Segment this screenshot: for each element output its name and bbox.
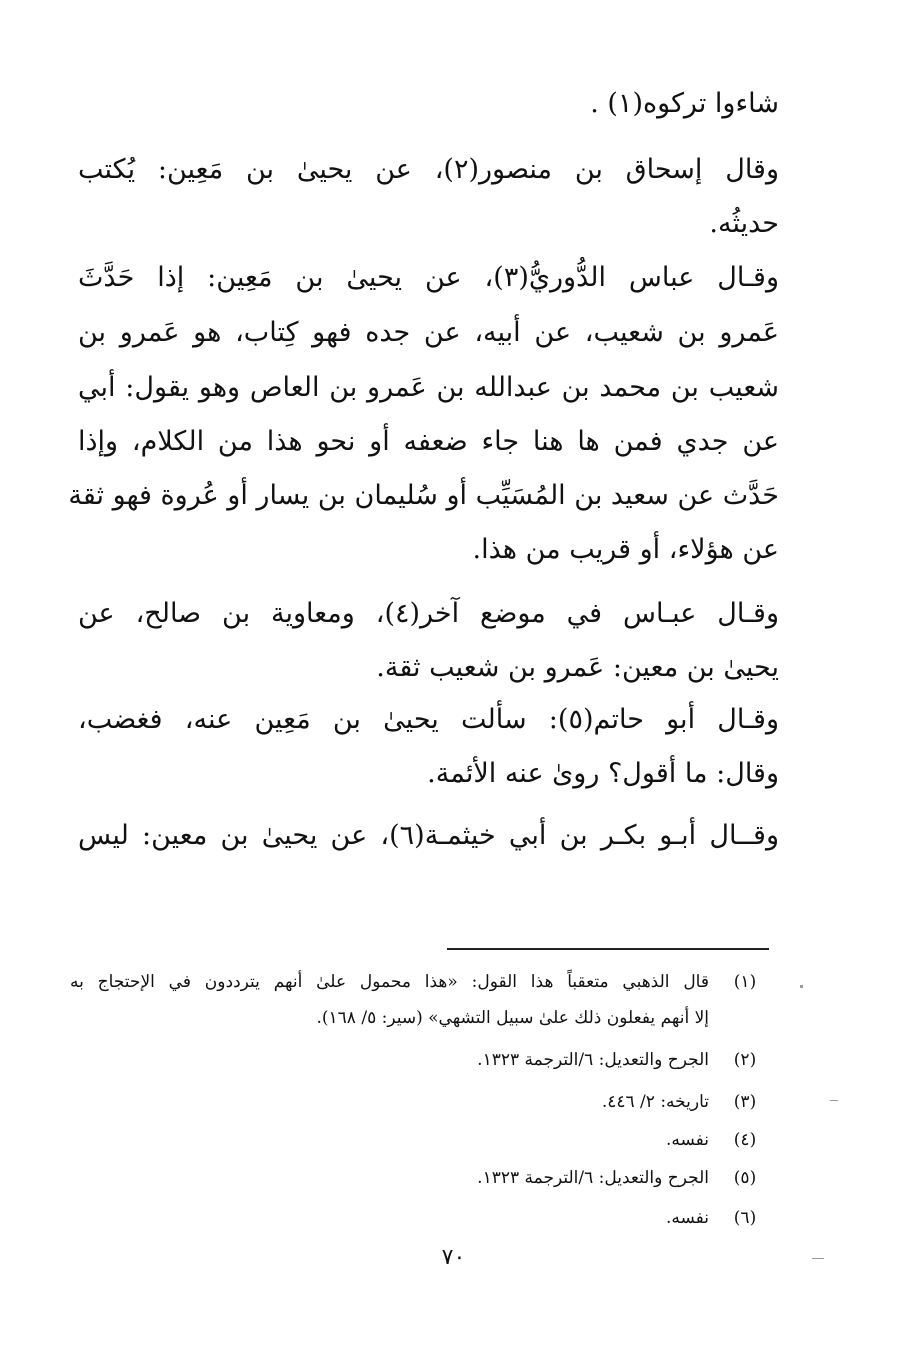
footnote-text: نفسه. bbox=[665, 1130, 709, 1150]
footnote-separator bbox=[447, 948, 769, 950]
scan-speck bbox=[830, 1100, 838, 1101]
body-line: يحيىٰ بن معين: عَمرو بن شعيب ثقة. bbox=[376, 652, 779, 683]
body-line: حَدَّث عن سعيد بن المُسَيِّب أو سُليمان بن يسار أو عُروة فهو ثقة bbox=[68, 480, 779, 511]
footnote-number: (٣) bbox=[733, 1092, 757, 1112]
body-line: حديثُه. bbox=[709, 208, 779, 239]
body-line: وقـال عبـاس في موضع آخر(٤)، ومعاوية بن صالح، عن bbox=[78, 598, 779, 629]
body-line: عَمرو بن شعيب، عن أبيه، عن جده فهو كِتاب، هو عَمرو بن bbox=[78, 317, 779, 348]
footnote-text: الجرح والتعديل: ٦/الترجمة ١٣٢٣. bbox=[477, 1168, 709, 1188]
footnote-text-continued: إلا أنهم يفعلون ذلك علىٰ سبيل التشهي» (سير: ٥/ ١٦٨). bbox=[316, 1008, 709, 1028]
body-line: عن هؤلاء، أو قريب من هذا. bbox=[472, 534, 779, 565]
footnote-text: نفسه. bbox=[665, 1208, 709, 1228]
scan-speck bbox=[800, 985, 803, 988]
footnote-number: (٢) bbox=[733, 1050, 757, 1070]
page-number: ٧٠ bbox=[441, 1245, 466, 1270]
body-line: وقال إسحاق بن منصور(٢)، عن يحيىٰ بن مَعِين: يُكتب bbox=[78, 154, 779, 185]
body-line: عن جدي فمن ها هنا جاء ضعفه أو نحو هذا من الكلام، وإذا bbox=[78, 426, 779, 457]
body-line: وقــال أبـو بكـر بن أبي خيثمـة(٦)، عن يحيىٰ بن معين: ليس bbox=[78, 820, 779, 851]
footnote-number: (١) bbox=[733, 972, 757, 992]
footnote-number: (٤) bbox=[733, 1130, 757, 1150]
footnote-text: تاريخه: ٢/ ٤٤٦. bbox=[601, 1092, 709, 1112]
body-line: وقـال عباس الدُّوريُّ(٣)، عن يحيىٰ بن مَعِين: إذا حَدَّثَ bbox=[78, 262, 779, 293]
scan-speck bbox=[812, 1258, 824, 1259]
footnote-number: (٦) bbox=[733, 1208, 757, 1228]
footnote-text: قال الذهبي متعقباً هذا القول: «هذا محمول علىٰ أنهم يترددون في الإحتجاج به bbox=[70, 972, 709, 992]
body-line: وقال: ما أقول؟ روىٰ عنه الأئمة. bbox=[427, 758, 779, 789]
body-line: وقـال أبو حاتم(٥): سألت يحيىٰ بن مَعِين عنه، فغضب، bbox=[78, 704, 779, 735]
footnote-number: (٥) bbox=[733, 1168, 757, 1188]
body-line: شاءوا تركوه(١) . bbox=[590, 88, 779, 119]
body-line: شعيب بن محمد بن عبدالله بن عَمرو بن العاص وهو يقول: أبي bbox=[78, 372, 779, 403]
footnote-text: الجرح والتعديل: ٦/الترجمة ١٣٢٣. bbox=[477, 1050, 709, 1070]
